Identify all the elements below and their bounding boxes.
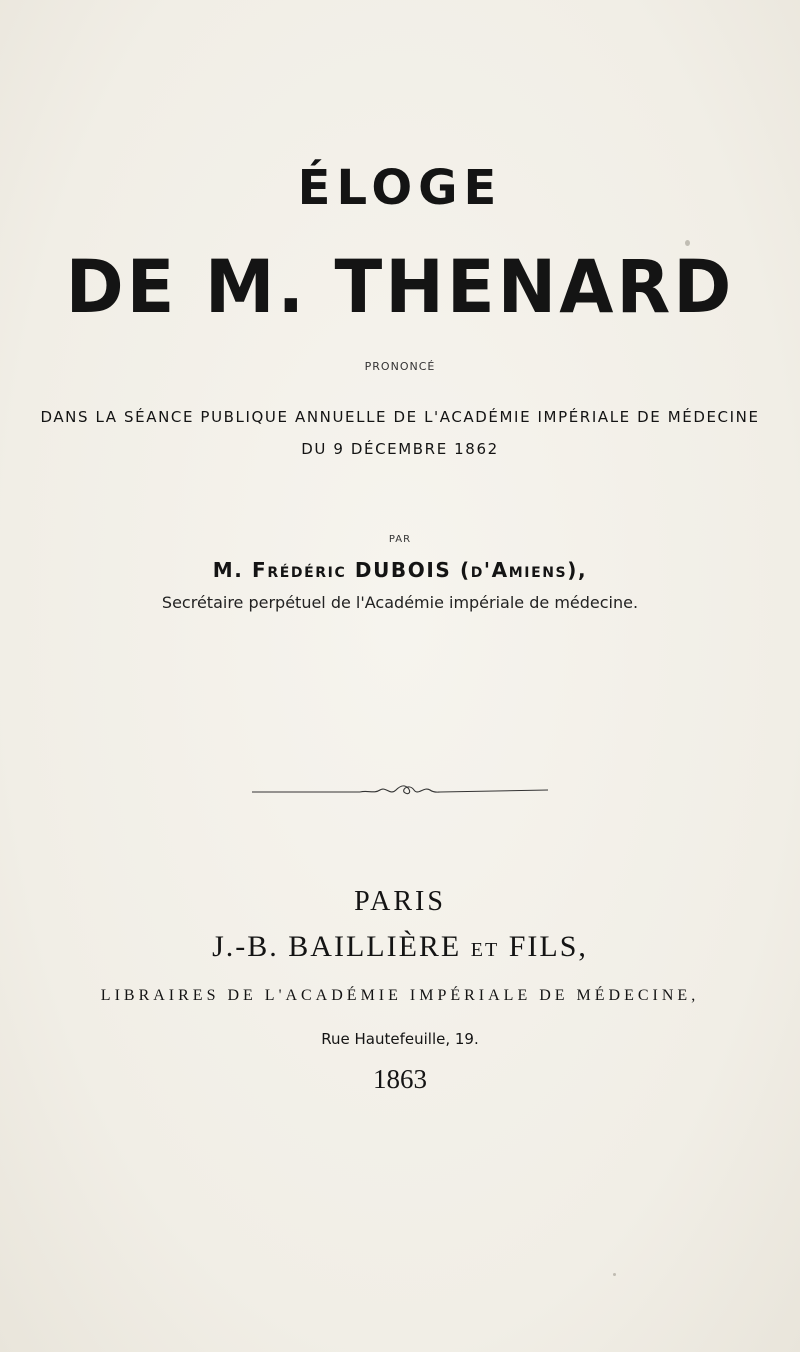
imprint-year: 1863 [373,1064,427,1094]
prononce-label: PRONONCÉ [364,360,436,373]
publisher-et: ET [470,939,500,961]
ornamental-rule-icon [250,778,550,802]
title-subject: DE M. THENARD [65,243,735,331]
title-eloge: ÉLOGE [297,160,503,216]
par-label: PAR [388,534,412,545]
imprint-city: PARIS [354,886,446,917]
imprint-publisher [0,930,800,964]
publisher-fils: FILS, [508,930,588,963]
author-name: M. Frédéric DUBOIS (d'Amiens), [212,558,588,582]
author-title: Secrétaire perpétuel de l'Académie impériale de médecine. [161,593,639,612]
occasion-line-1: DANS LA SÉANCE PUBLIQUE ANNUELLE DE L'ACADÉMIE IMPÉRIALE DE MÉDECINE [40,408,760,426]
imprint-libraires: LIBRAIRES DE L'ACADÉMIE IMPÉRIALE DE MÉDECINE, [100,987,700,1004]
occasion-line-2: DU 9 DÉCEMBRE 1862 [301,440,499,458]
imprint-address: Rue Hautefeuille, 19. [321,1030,479,1048]
paper-spot [613,1273,616,1276]
publisher-name: J.-B. BAILLIÈRE [212,930,462,963]
